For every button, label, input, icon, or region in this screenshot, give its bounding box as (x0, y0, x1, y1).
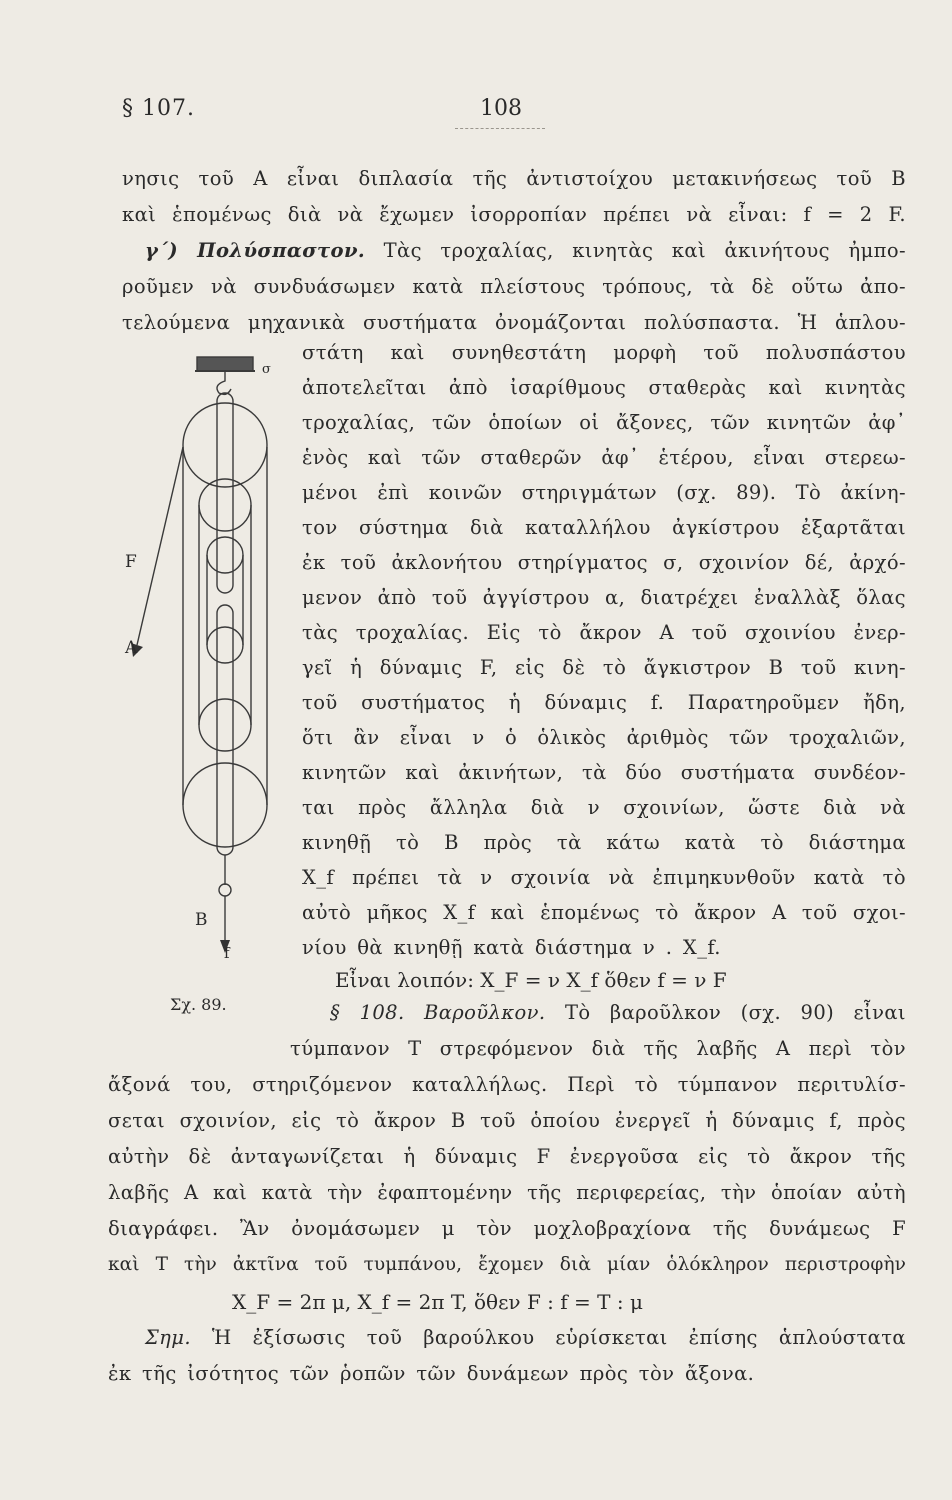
text-line: ἑνὸς καὶ τῶν σταθερῶν ἀφ᾽ ἑτέρου, εἶναι στερεω- (302, 446, 906, 469)
text-line: ἐκ τῆς ἰσότητος τῶν ῥοπῶν τῶν δυνάμεων πρὸς τὸν ἄξονα. (108, 1362, 755, 1385)
text-line: τύμπανον Τ στρεφόμενον διὰ τῆς λαβῆς Α περὶ τὸν (290, 1037, 906, 1060)
text-line: ἐκ τοῦ ἀκλονήτου στηρίγματος σ, σχοινίον δέ, ἀρχό- (302, 551, 906, 574)
label-sigma: σ (262, 362, 271, 377)
text-line: ἀποτελεῖται ἀπὸ ἰσαρίθμους σταθερὰς καὶ κινητὰς (302, 376, 906, 399)
note-heading: Σημ. (145, 1326, 191, 1349)
text-line: Σημ. Ἡ ἐξίσωσις τοῦ βαρούλκου εὑρίσκεται ἐπίσης ἁπλούστατα (145, 1326, 906, 1349)
text-line: κινηθῇ τὸ Β πρὸς τὰ κάτω κατὰ τὸ διάστημα (302, 831, 906, 854)
text-line: ὅτι ἂν εἶναι ν ὁ ὁλικὸς ἀριθμὸς τῶν τροχαλιῶν, (302, 726, 906, 749)
hook-alpha (217, 371, 231, 394)
label-B: B (195, 910, 208, 930)
fixed-pulley (207, 537, 243, 573)
fixed-strap (217, 393, 233, 593)
equation: X_F = 2π μ, X_f = 2π T, ὅθεν F : f = T : μ (232, 1290, 643, 1314)
moving-pulley (207, 627, 243, 663)
ceiling-support (197, 357, 253, 371)
text-line: μένοι ἐπὶ κοινῶν στηριγμάτων (σχ. 89). Τὸ ἀκίνη- (302, 481, 906, 504)
moving-strap (217, 605, 233, 855)
text-line: ροῦμεν νὰ συνδυάσωμεν κατὰ πλείστους τρόπους, τὰ δὲ οὕτω ἀπο- (122, 275, 906, 298)
moving-pulley (199, 699, 251, 751)
text-line: ἄξονά του, στηριζόμενον καταλλήλως. Περὶ τὸ τύμπανον περιτυλίσ- (108, 1073, 906, 1096)
label-F: F (125, 552, 137, 572)
text-line: στάτη καὶ συνηθεστάτη μορφὴ τοῦ πολυσπάστου (302, 341, 906, 364)
section-marker: § 107. (122, 96, 195, 121)
equation: Εἶναι λοιπόν: X_F = ν X_f ὅθεν f = ν F (335, 968, 727, 992)
text-line: σεται σχοινίον, εἰς τὸ ἄκρον Β τοῦ ὁποίου ἐνεργεῖ ἡ δύναμις f, πρὸς (108, 1109, 906, 1132)
text-line: νησις τοῦ Α εἶναι διπλασία τῆς ἀντιστοίχου μετακινήσεως τοῦ Β (122, 167, 906, 190)
subsection-heading: γ΄) Πολύσπαστον. (145, 239, 366, 262)
figure-caption: Σχ. 89. (170, 995, 227, 1014)
moving-pulley (183, 763, 267, 847)
text-line: § 108. Βαροῦλκον. Τὸ βαροῦλκον (σχ. 90) εἶναι (330, 1001, 906, 1024)
text-line: αὐτὸ μῆκος X_f καὶ ἑπομένως τὸ ἄκρον Α τοῦ σχοι- (302, 901, 906, 924)
label-A: A (125, 638, 138, 658)
section-heading: § 108. Βαροῦλκον. (330, 1001, 546, 1024)
text-line: γεῖ ἡ δύναμις F, εἰς δὲ τὸ ἄγκιστρον Β τοῦ κινη- (302, 656, 906, 679)
hook-B (219, 884, 231, 896)
text-line: τροχαλίας, τῶν ὁποίων οἱ ἄξονες, τῶν κινητῶν ἀφ᾽ (302, 411, 906, 434)
fixed-pulley (183, 403, 267, 487)
text-line: τελούμενα μηχανικὰ συστήματα ὀνομάζονται πολύσπαστα. Ἡ ἁπλου- (122, 311, 906, 334)
text-line: τοῦ συστήματος ἡ δύναμις f. Παρατηροῦμεν ἤδη, (302, 691, 906, 714)
text-line: νίου θὰ κινηθῇ κατὰ διάστημα ν . X_f. (302, 936, 721, 959)
text-line: X_f πρέπει τὰ ν σχοινία νὰ ἐπιμηκυνθοῦν κατὰ τὸ (302, 866, 906, 889)
text-line: αὐτὴν δὲ ἀνταγωνίζεται ἡ δύναμις F ἐνεργοῦσα εἰς τὸ ἄκρον τῆς (108, 1145, 906, 1168)
text-line: λαβῆς Α καὶ κατὰ τὴν ἐφαπτομένην τῆς περιφερείας, τὴν ὁποίαν αὐτὴ (108, 1181, 906, 1204)
header-rule (455, 128, 545, 129)
text-line: κινητῶν καὶ ἀκινήτων, τὰ δύο συστήματα συνδέον- (302, 761, 906, 784)
text-line: μενον ἀπὸ τοῦ ἀγγίστρου α, διατρέχει ἐναλλὰξ ὅλας (302, 586, 906, 609)
text-line: τον σύστημα διὰ καταλλήλου ἀγκίστρου ἐξαρτᾶται (302, 516, 906, 539)
text-line: καὶ Τ τὴν ἀκτῖνα τοῦ τυμπάνου, ἔχομεν διὰ μίαν ὁλόκληρον περιστροφὴν (108, 1254, 906, 1275)
page-number: 108 (480, 96, 522, 121)
text-line: γ΄) Πολύσπαστον. Τὰς τροχαλίας, κινητὰς καὶ ἀκινήτους ἠμπο- (145, 239, 906, 262)
label-f: f (224, 944, 230, 962)
text-line: καὶ ἑπομένως διὰ νὰ ἔχωμεν ἰσορροπίαν πρέπει νὰ εἶναι: f = 2 F. (122, 203, 906, 226)
text-line: ται πρὸς ἄλληλα διὰ ν σχοινίων, ὥστε διὰ νὰ (302, 796, 906, 819)
rope-end-A (137, 447, 183, 645)
text-line: τὰς τροχαλίας. Εἰς τὸ ἄκρον Α τοῦ σχοινίου ἐνερ- (302, 621, 906, 644)
text-line: διαγράφει. Ἂν ὀνομάσωμεν μ τὸν μοχλοβραχίονα τῆς δυνάμεως F (108, 1217, 906, 1240)
